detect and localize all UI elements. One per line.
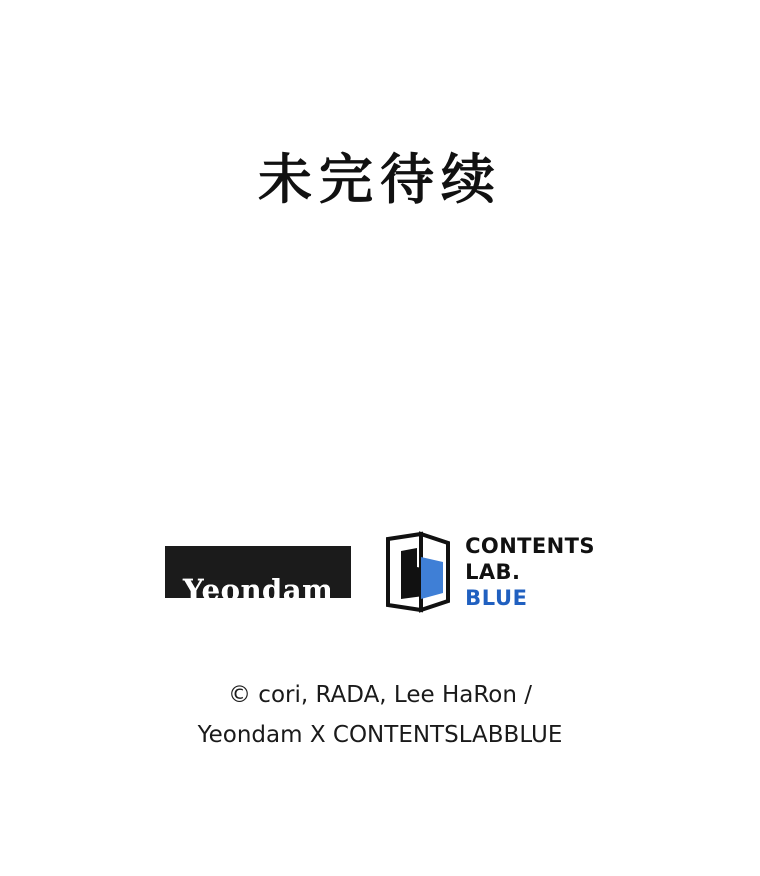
yeondam-logo xyxy=(165,546,351,607)
publisher-logos xyxy=(0,524,760,620)
yeondam-wordmark: Yeondam xyxy=(182,573,334,607)
clb-line-blue: BLUE xyxy=(465,585,528,610)
copyright-line-1: © cori, RADA, Lee HaRon / xyxy=(227,682,532,708)
contents-lab-blue-logo xyxy=(385,531,595,613)
copyright-notice xyxy=(0,676,760,755)
contents-lab-blue-mark-icon xyxy=(385,531,451,613)
clb-line-lab: LAB. xyxy=(465,559,521,584)
to-be-continued-headline: 未完待续 xyxy=(258,147,502,211)
copyright-line-2: Yeondam X CONTENTSLABBLUE xyxy=(197,721,563,748)
clb-line-contents: CONTENTS xyxy=(465,533,595,558)
contents-lab-blue-wordmark xyxy=(465,533,595,610)
